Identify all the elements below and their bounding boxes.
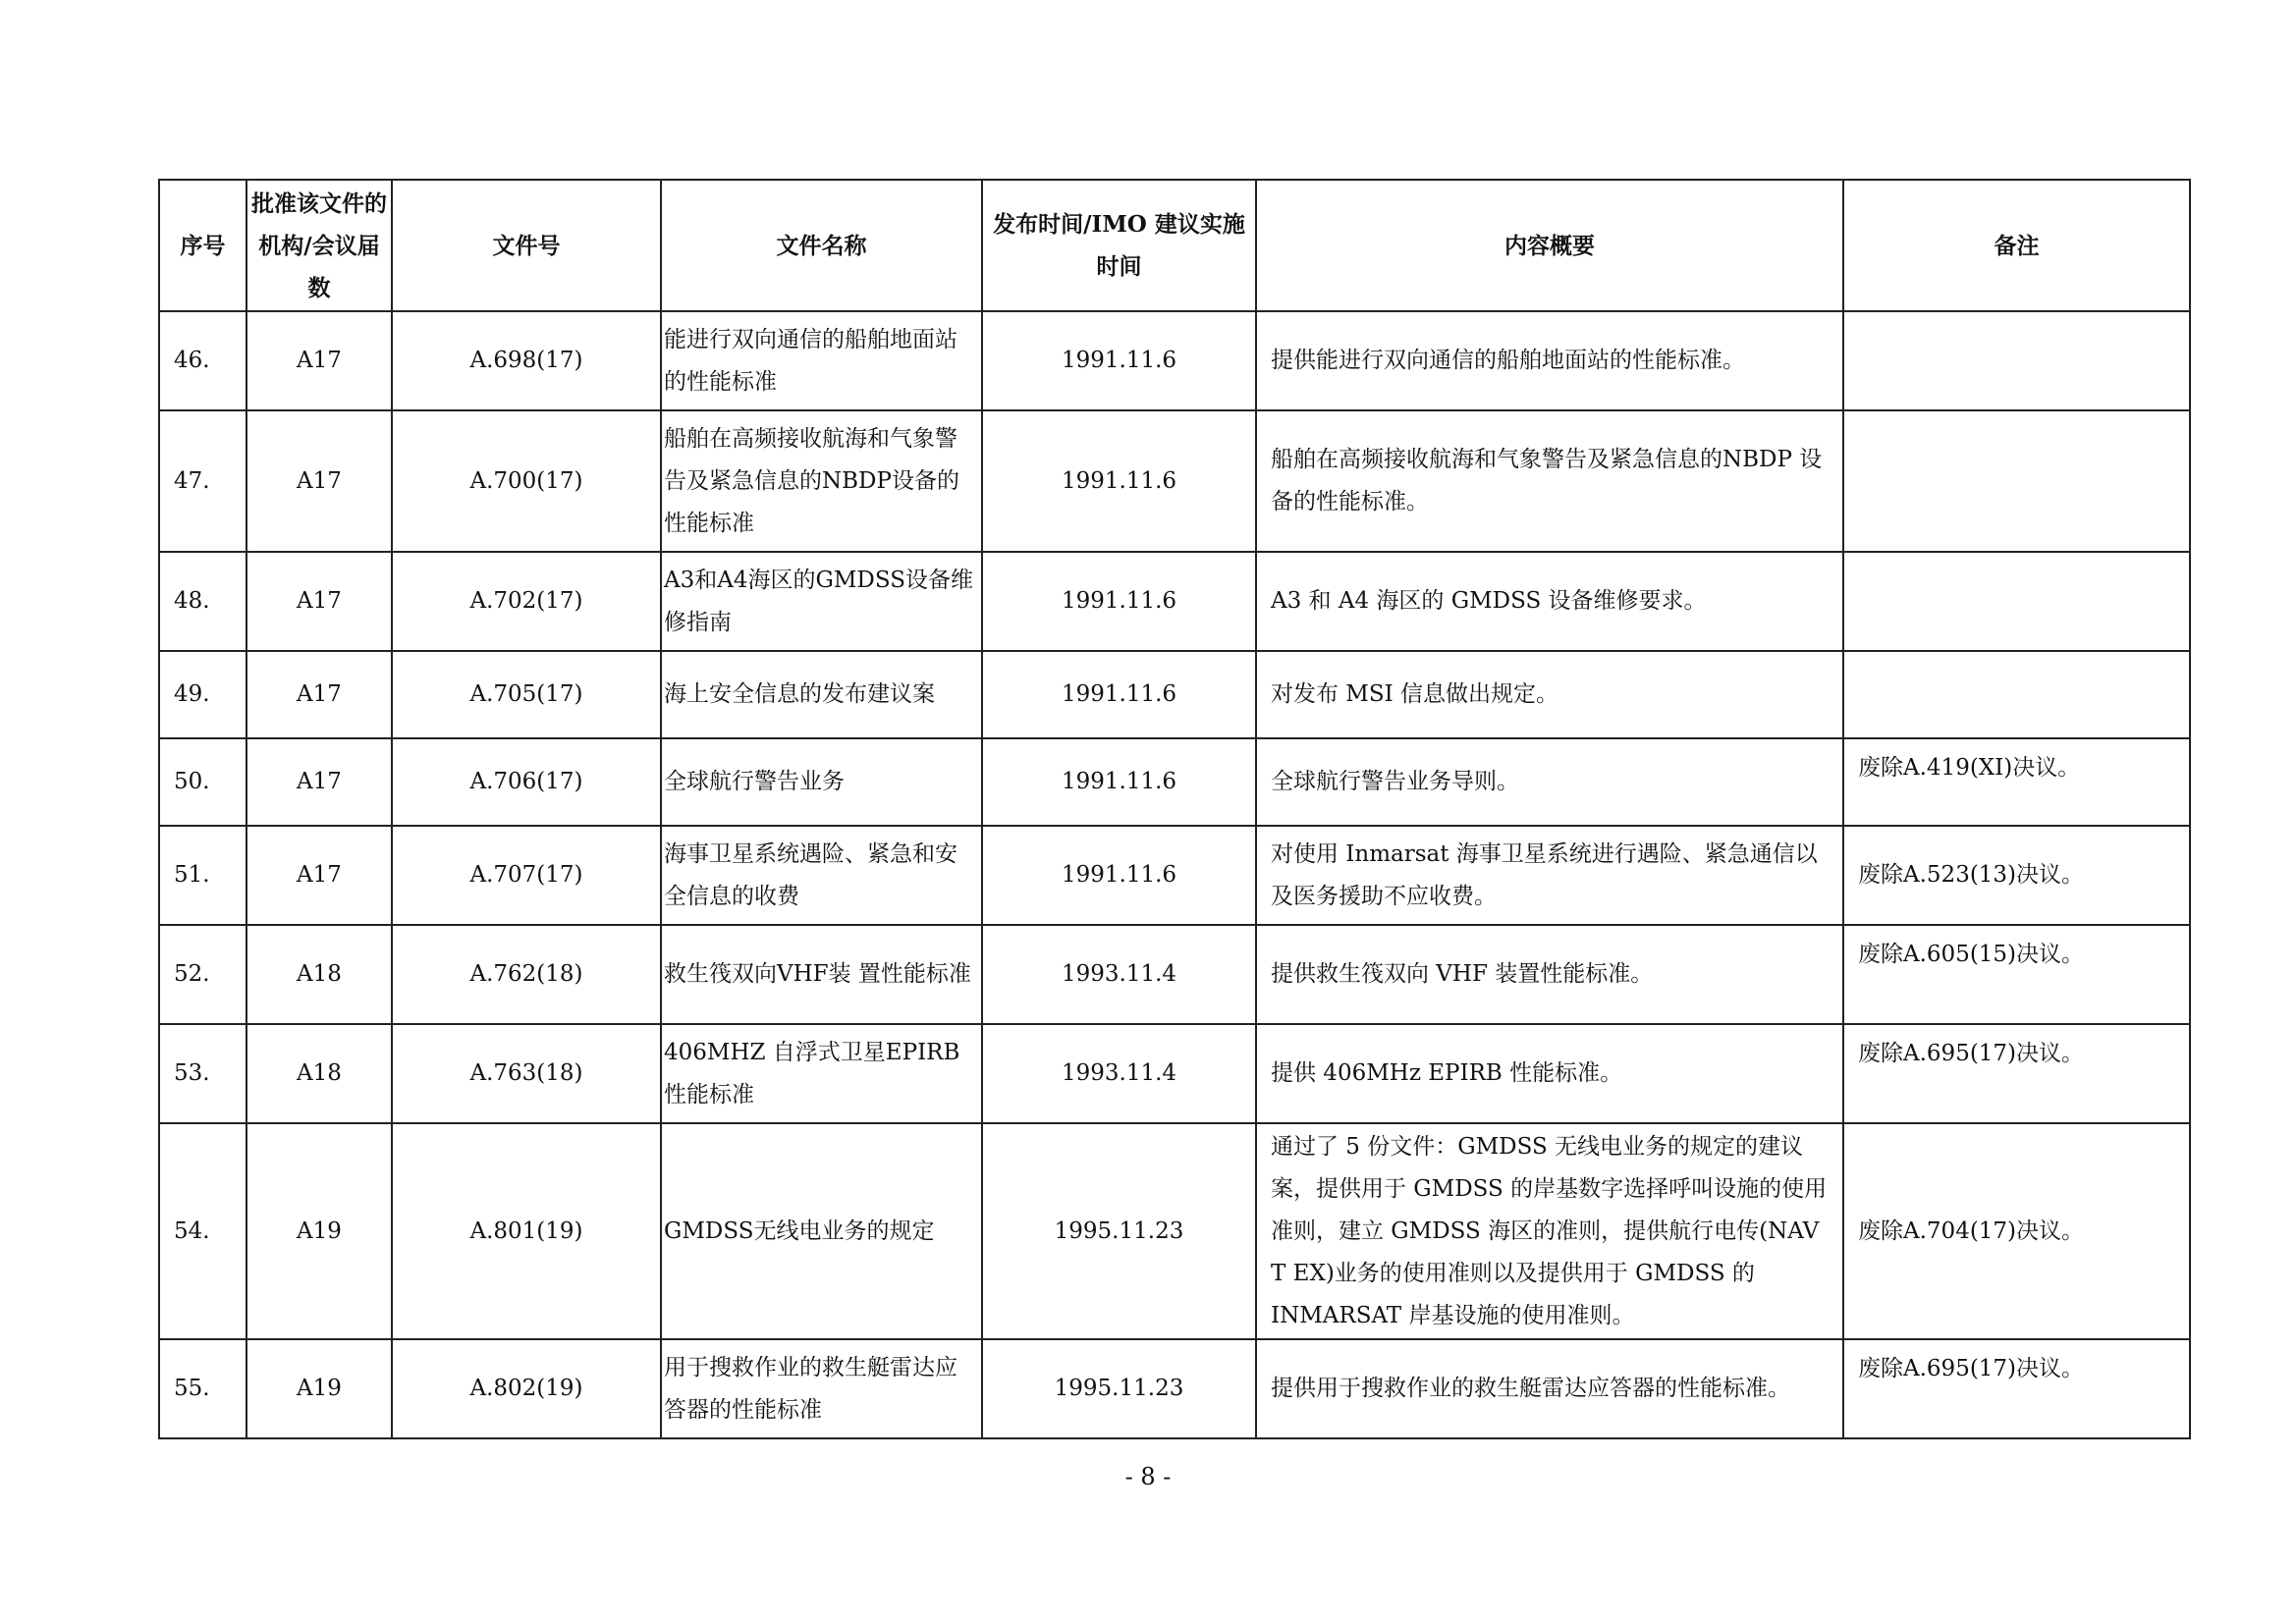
header-no: 序号	[159, 180, 246, 311]
row-org: A17	[246, 738, 392, 826]
header-org: 批准该文件的机构/会议届数	[246, 180, 392, 311]
row-no: 46.	[159, 311, 246, 410]
row-no: 47.	[159, 410, 246, 552]
row-no: 51.	[159, 826, 246, 925]
row-summary: 提供能进行双向通信的船舶地面站的性能标准。	[1256, 311, 1843, 410]
row-org: A17	[246, 311, 392, 410]
row-no: 49.	[159, 651, 246, 738]
row-no: 54.	[159, 1123, 246, 1339]
row-name: 船舶在高频接收航海和气象警告及紧急信息的NBDP设备的性能标准	[661, 410, 982, 552]
row-doc-no: A.801(19)	[392, 1123, 661, 1339]
row-summary: A3 和 A4 海区的 GMDSS 设备维修要求。	[1256, 552, 1843, 651]
row-summary: 提供救生筏双向 VHF 装置性能标准。	[1256, 925, 1843, 1024]
row-remark: 废除A.605(15)决议。	[1843, 925, 2190, 1024]
row-remark: 废除A.695(17)决议。	[1843, 1024, 2190, 1123]
row-org: A18	[246, 1024, 392, 1123]
row-remark: 废除A.695(17)决议。	[1843, 1339, 2190, 1438]
table-header-row	[159, 180, 2190, 311]
row-remark: 废除A.419(XI)决议。	[1843, 738, 2190, 826]
row-no: 50.	[159, 738, 246, 826]
row-name: GMDSS无线电业务的规定	[661, 1123, 982, 1339]
row-date: 1991.11.6	[982, 826, 1256, 925]
row-date: 1993.11.4	[982, 1024, 1256, 1123]
document-table	[158, 179, 2191, 1439]
header-doc-no: 文件号	[392, 180, 661, 311]
row-doc-no: A.702(17)	[392, 552, 661, 651]
row-summary: 对发布 MSI 信息做出规定。	[1256, 651, 1843, 738]
row-doc-no: A.698(17)	[392, 311, 661, 410]
row-remark	[1843, 410, 2190, 552]
row-name: 海事卫星系统遇险、紧急和安全信息的收费	[661, 826, 982, 925]
row-no: 48.	[159, 552, 246, 651]
row-doc-no: A.700(17)	[392, 410, 661, 552]
row-doc-no: A.706(17)	[392, 738, 661, 826]
table-row	[159, 1339, 2190, 1438]
row-summary: 提供用于搜救作业的救生艇雷达应答器的性能标准。	[1256, 1339, 1843, 1438]
row-org: A17	[246, 552, 392, 651]
row-org: A17	[246, 651, 392, 738]
row-remark	[1843, 311, 2190, 410]
row-name: 救生筏双向VHF装 置性能标准	[661, 925, 982, 1024]
table-row	[159, 925, 2190, 1024]
row-doc-no: A.762(18)	[392, 925, 661, 1024]
row-doc-no: A.707(17)	[392, 826, 661, 925]
row-name: 海上安全信息的发布建议案	[661, 651, 982, 738]
table-row	[159, 738, 2190, 826]
row-no: 53.	[159, 1024, 246, 1123]
row-name: A3和A4海区的GMDSS设备维修指南	[661, 552, 982, 651]
row-doc-no: A.802(19)	[392, 1339, 661, 1438]
row-name: 406MHZ 自浮式卫星EPIRB性能标准	[661, 1024, 982, 1123]
table-row	[159, 552, 2190, 651]
row-remark: 废除A.704(17)决议。	[1843, 1123, 2190, 1339]
row-date: 1991.11.6	[982, 552, 1256, 651]
row-summary: 通过了 5 份文件：GMDSS 无线电业务的规定的建议案，提供用于 GMDSS 的岸基数字选择呼叫设施的使用准则，建立 GMDSS 海区的准则，提供航行电传(NAV T EX)业务的使用准则以及提供用于 GMDSS 的 INMARSAT 岸基设施的使用准则。	[1256, 1123, 1843, 1339]
header-remark: 备注	[1843, 180, 2190, 311]
header-date: 发布时间/IMO 建议实施时间	[982, 180, 1256, 311]
row-date: 1993.11.4	[982, 925, 1256, 1024]
row-org: A17	[246, 826, 392, 925]
table-row	[159, 651, 2190, 738]
row-date: 1991.11.6	[982, 738, 1256, 826]
page-number: - 8 -	[1124, 1463, 1172, 1490]
row-doc-no: A.763(18)	[392, 1024, 661, 1123]
row-remark	[1843, 552, 2190, 651]
row-remark: 废除A.523(13)决议。	[1843, 826, 2190, 925]
header-name: 文件名称	[661, 180, 982, 311]
row-org: A19	[246, 1339, 392, 1438]
row-org: A19	[246, 1123, 392, 1339]
row-org: A18	[246, 925, 392, 1024]
header-summary: 内容概要	[1256, 180, 1843, 311]
table-row	[159, 311, 2190, 410]
row-name: 能进行双向通信的船舶地面站的性能标准	[661, 311, 982, 410]
row-date: 1991.11.6	[982, 311, 1256, 410]
row-remark	[1843, 651, 2190, 738]
row-name: 全球航行警告业务	[661, 738, 982, 826]
row-date: 1995.11.23	[982, 1339, 1256, 1438]
row-summary: 对使用 Inmarsat 海事卫星系统进行遇险、紧急通信以及医务援助不应收费。	[1256, 826, 1843, 925]
row-date: 1991.11.6	[982, 651, 1256, 738]
table-row	[159, 1024, 2190, 1123]
row-summary: 提供 406MHz EPIRB 性能标准。	[1256, 1024, 1843, 1123]
row-no: 52.	[159, 925, 246, 1024]
row-doc-no: A.705(17)	[392, 651, 661, 738]
row-summary: 全球航行警告业务导则。	[1256, 738, 1843, 826]
row-name: 用于搜救作业的救生艇雷达应答器的性能标准	[661, 1339, 982, 1438]
row-date: 1991.11.6	[982, 410, 1256, 552]
table-row	[159, 410, 2190, 552]
table-row	[159, 1123, 2190, 1339]
row-date: 1995.11.23	[982, 1123, 1256, 1339]
row-no: 55.	[159, 1339, 246, 1438]
row-org: A17	[246, 410, 392, 552]
row-summary: 船舶在高频接收航海和气象警告及紧急信息的NBDP 设备的性能标准。	[1256, 410, 1843, 552]
table-row	[159, 826, 2190, 925]
